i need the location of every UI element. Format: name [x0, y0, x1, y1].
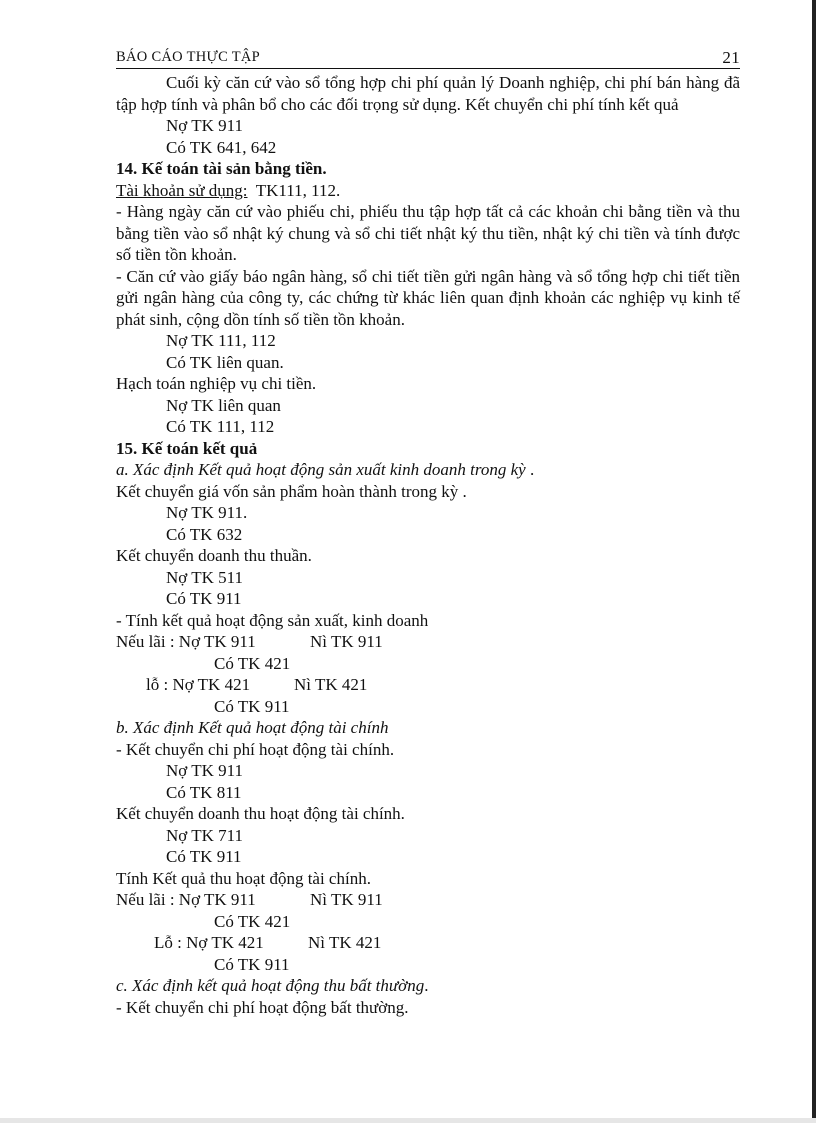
subsection-c-line [116, 975, 740, 997]
section-heading-15: 15. Kế toán kết quả [116, 438, 258, 458]
journal-entry-debit: Nợ TK 911 [166, 116, 243, 135]
page-edge-shadow [812, 0, 816, 1123]
loss-credit: Có TK 911 [214, 954, 290, 974]
page-bottom-edge [0, 1118, 816, 1123]
profit-credit: Có TK 421 [214, 653, 291, 673]
paragraph: - Kết chuyển chi phí hoạt động bất thường. [116, 997, 409, 1017]
profit-line [116, 889, 740, 911]
subsection-c-tail: . [424, 976, 429, 995]
journal-entry-credit: Có TK 911 [166, 589, 242, 608]
subsection-a: a. Xác định Kết quả hoạt động sản xuất kinh doanh trong kỳ [116, 460, 526, 479]
subsection-b: b. Xác định Kết quả hoạt động tài chính [116, 718, 389, 737]
journal-entry-credit: Có TK liên quan. [166, 352, 284, 372]
profit-debit: Nếu lãi : Nợ TK 911 [116, 890, 256, 909]
profit-ni: Nì TK 911 [310, 890, 383, 909]
subsection-a-line [116, 459, 740, 481]
paragraph: - Kết chuyển chi phí hoạt động tài chính. [116, 739, 395, 759]
journal-entry-debit: Nợ TK 711 [166, 825, 243, 845]
header-title: BÁO CÁO THỰC TẬP [116, 49, 261, 65]
journal-entry-credit: Có TK 811 [166, 782, 242, 802]
page-number: 21 [722, 48, 740, 67]
loss-debit: lỗ : Nợ TK 421 [146, 675, 251, 694]
paragraph: Kết chuyển doanh thu thuần. [116, 546, 312, 565]
paragraph: Cuối kỳ căn cứ vào sổ tổng hợp chi phí quản lý Doanh nghiệp, chi phí bán hàng đã tập hợp tính và phân bổ cho các đối trọng sử dụng. Kết chuyển chi phí tính kết quả [116, 73, 740, 114]
paragraph: - Căn cứ vào giấy báo ngân hàng, sổ chi tiết tiền gửi ngân hàng và sổ tổng hợp chi tiết tiền gửi ngân hàng của công ty, các chứng từ khác liên quan định khoản các nghiệp vụ kinh tế phát sinh, cộng dồn tính số tiền tồn khoản. [116, 266, 740, 329]
journal-entry-credit: Có TK 911 [166, 847, 242, 866]
subsection-c: c. Xác định kết quả hoạt động thu bất thường [116, 976, 425, 995]
journal-entry-credit: Có TK 632 [166, 524, 243, 544]
section-heading-14: 14. Kế toán tài sản bằng tiền. [116, 159, 327, 178]
subsection-a-tail: . [525, 460, 535, 479]
paragraph: Kết chuyển doanh thu hoạt động tài chính. [116, 804, 405, 823]
journal-entry-debit: Nợ TK 511 [166, 567, 243, 587]
account-used-line [116, 180, 740, 202]
profit-ni: Nì TK 911 [310, 632, 383, 651]
loss-ni: Nì TK 421 [294, 675, 368, 694]
loss-line [116, 932, 740, 954]
paragraph: Hạch toán nghiệp vụ chi tiền. [116, 374, 317, 393]
journal-entry-debit: Nợ TK 911. [166, 503, 248, 522]
journal-entry-debit: Nợ TK liên quan [166, 395, 281, 415]
profit-line [116, 631, 740, 653]
loss-debit: Lỗ : Nợ TK 421 [154, 933, 264, 952]
account-used-value: TK111, 112. [255, 180, 341, 200]
loss-line [116, 674, 740, 696]
loss-credit: Có TK 911 [214, 696, 290, 716]
profit-debit: Nếu lãi : Nợ TK 911 [116, 632, 256, 651]
profit-credit: Có TK 421 [214, 911, 291, 931]
journal-entry-debit: Nợ TK 911 [166, 761, 243, 780]
loss-ni: Nì TK 421 [308, 933, 382, 952]
paragraph: Tính Kết quả thu hoạt động tài chính. [116, 868, 371, 888]
document-body [116, 72, 740, 1018]
page-header [116, 48, 740, 69]
journal-entry-credit: Có TK 111, 112 [166, 417, 275, 436]
account-used-label: Tài khoản sử dụng: [116, 180, 248, 200]
journal-entry-credit: Có TK 641, 642 [166, 137, 277, 157]
paragraph: Kết chuyển giá vốn sản phẩm hoàn thành trong kỳ . [116, 481, 467, 501]
paragraph: - Hàng ngày căn cứ vào phiếu chi, phiếu thu tập hợp tất cả các khoản chi bằng tiền và thu bằng tiền vào sổ nhật ký chung và sổ chi tiết nhật ký thu tiền, nhật ký chi tiền và tính được số tiền tồn khoản. [116, 202, 740, 264]
journal-entry-debit: Nợ TK 111, 112 [166, 331, 276, 350]
paragraph: - Tính kết quả hoạt động sản xuất, kinh doanh [116, 610, 429, 630]
